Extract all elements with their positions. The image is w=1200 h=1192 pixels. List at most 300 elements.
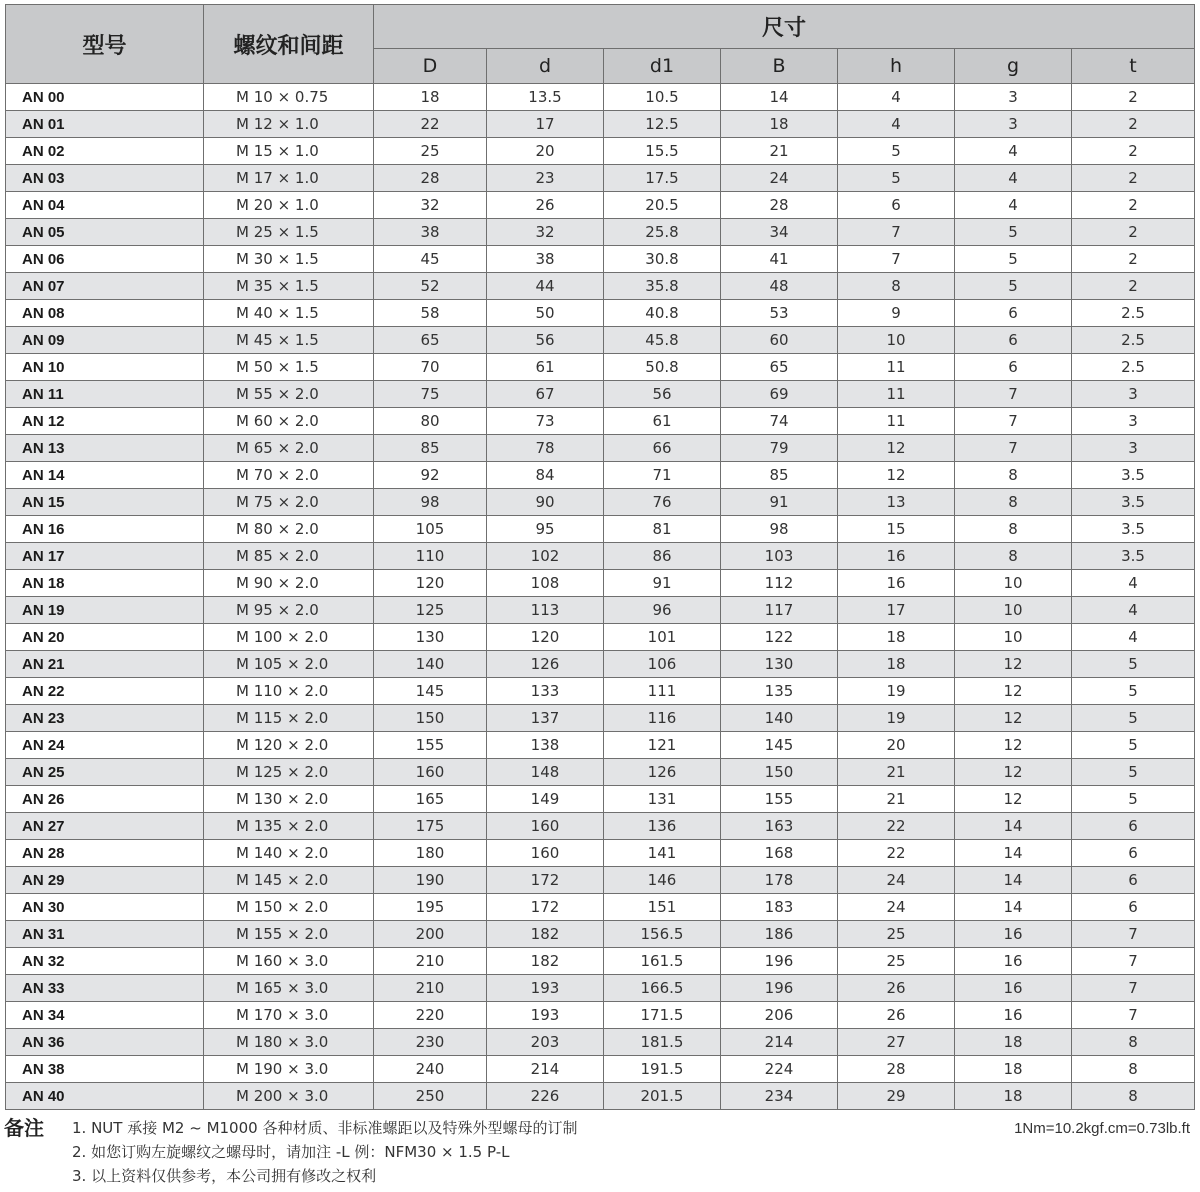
table-row — [6, 813, 1195, 840]
cell-d: 148 — [487, 759, 604, 786]
table-row — [6, 408, 1195, 435]
cell-thread: M 135 × 2.0 — [204, 813, 374, 840]
cell-d: 32 — [487, 219, 604, 246]
cell-thread: M 30 × 1.5 — [204, 246, 374, 273]
cell-B: 79 — [721, 435, 838, 462]
cell-g: 16 — [955, 975, 1072, 1002]
cell-t: 2 — [1072, 192, 1195, 219]
cell-t: 3.5 — [1072, 543, 1195, 570]
cell-g: 5 — [955, 219, 1072, 246]
cell-B: 155 — [721, 786, 838, 813]
cell-d1: 81 — [604, 516, 721, 543]
cell-d1: 86 — [604, 543, 721, 570]
cell-h: 27 — [838, 1029, 955, 1056]
cell-t: 4 — [1072, 597, 1195, 624]
header-col-g: g — [955, 48, 1072, 83]
cell-thread: M 60 × 2.0 — [204, 408, 374, 435]
cell-model: AN 27 — [6, 813, 204, 840]
cell-t: 4 — [1072, 624, 1195, 651]
cell-model: AN 16 — [6, 516, 204, 543]
note-item: 3. 以上资料仅供参考，本公司拥有修改之权利 — [72, 1167, 377, 1185]
table-row — [6, 786, 1195, 813]
cell-thread: M 160 × 3.0 — [204, 948, 374, 975]
table-row — [6, 462, 1195, 489]
cell-B: 85 — [721, 462, 838, 489]
note-item: 1. NUT 承接 M2 ~ M1000 各种材质、非标准螺距以及特殊外型螺母的订制 — [72, 1119, 578, 1137]
cell-model: AN 29 — [6, 867, 204, 894]
cell-thread: M 165 × 3.0 — [204, 975, 374, 1002]
cell-thread: M 65 × 2.0 — [204, 435, 374, 462]
cell-d1: 10.5 — [604, 84, 721, 111]
cell-g: 8 — [955, 516, 1072, 543]
table-row — [6, 894, 1195, 921]
cell-thread: M 95 × 2.0 — [204, 597, 374, 624]
cell-B: 18 — [721, 111, 838, 138]
cell-D: 38 — [374, 219, 487, 246]
cell-d1: 111 — [604, 678, 721, 705]
notes-section — [0, 1112, 1200, 1192]
cell-B: 178 — [721, 867, 838, 894]
header-dimensions: 尺寸 — [374, 5, 1195, 49]
cell-h: 12 — [838, 462, 955, 489]
cell-h: 8 — [838, 273, 955, 300]
cell-g: 10 — [955, 597, 1072, 624]
table-row — [6, 1002, 1195, 1029]
cell-D: 180 — [374, 840, 487, 867]
cell-model: AN 04 — [6, 192, 204, 219]
table-row — [6, 840, 1195, 867]
cell-d1: 136 — [604, 813, 721, 840]
cell-d: 226 — [487, 1083, 604, 1110]
cell-B: 98 — [721, 516, 838, 543]
cell-d: 172 — [487, 894, 604, 921]
header-col-B: B — [721, 48, 838, 83]
cell-d1: 40.8 — [604, 300, 721, 327]
table-row — [6, 300, 1195, 327]
table-row — [6, 1056, 1195, 1083]
table-row — [6, 435, 1195, 462]
cell-d: 113 — [487, 597, 604, 624]
cell-D: 75 — [374, 381, 487, 408]
cell-B: 48 — [721, 273, 838, 300]
cell-t: 4 — [1072, 570, 1195, 597]
notes-title: 备注 — [4, 1116, 44, 1140]
cell-B: 135 — [721, 678, 838, 705]
table-row — [6, 732, 1195, 759]
cell-B: 140 — [721, 705, 838, 732]
cell-model: AN 36 — [6, 1029, 204, 1056]
cell-D: 190 — [374, 867, 487, 894]
table-row — [6, 948, 1195, 975]
cell-D: 200 — [374, 921, 487, 948]
cell-g: 7 — [955, 381, 1072, 408]
table-row — [6, 1083, 1195, 1110]
cell-g: 8 — [955, 543, 1072, 570]
cell-model: AN 20 — [6, 624, 204, 651]
cell-d: 13.5 — [487, 84, 604, 111]
cell-B: 145 — [721, 732, 838, 759]
cell-D: 28 — [374, 165, 487, 192]
cell-d1: 151 — [604, 894, 721, 921]
cell-thread: M 50 × 1.5 — [204, 354, 374, 381]
cell-thread: M 170 × 3.0 — [204, 1002, 374, 1029]
cell-d: 17 — [487, 111, 604, 138]
cell-thread: M 25 × 1.5 — [204, 219, 374, 246]
cell-t: 3.5 — [1072, 489, 1195, 516]
cell-t: 7 — [1072, 921, 1195, 948]
cell-d1: 131 — [604, 786, 721, 813]
cell-D: 92 — [374, 462, 487, 489]
cell-h: 7 — [838, 246, 955, 273]
cell-D: 52 — [374, 273, 487, 300]
cell-d1: 191.5 — [604, 1056, 721, 1083]
cell-model: AN 03 — [6, 165, 204, 192]
cell-D: 125 — [374, 597, 487, 624]
cell-g: 12 — [955, 759, 1072, 786]
header-col-d1: d1 — [604, 48, 721, 83]
cell-B: 28 — [721, 192, 838, 219]
cell-t: 5 — [1072, 678, 1195, 705]
cell-D: 105 — [374, 516, 487, 543]
cell-model: AN 24 — [6, 732, 204, 759]
cell-h: 5 — [838, 138, 955, 165]
cell-d: 138 — [487, 732, 604, 759]
cell-D: 210 — [374, 948, 487, 975]
cell-D: 175 — [374, 813, 487, 840]
cell-t: 5 — [1072, 732, 1195, 759]
cell-h: 19 — [838, 678, 955, 705]
cell-thread: M 85 × 2.0 — [204, 543, 374, 570]
cell-g: 14 — [955, 867, 1072, 894]
cell-t: 7 — [1072, 975, 1195, 1002]
cell-B: 14 — [721, 84, 838, 111]
cell-t: 8 — [1072, 1083, 1195, 1110]
header-model: 型号 — [6, 5, 204, 84]
cell-g: 5 — [955, 273, 1072, 300]
cell-h: 22 — [838, 813, 955, 840]
cell-g: 16 — [955, 948, 1072, 975]
cell-d1: 141 — [604, 840, 721, 867]
cell-h: 24 — [838, 894, 955, 921]
cell-h: 18 — [838, 624, 955, 651]
cell-t: 2 — [1072, 273, 1195, 300]
cell-B: 65 — [721, 354, 838, 381]
cell-t: 6 — [1072, 813, 1195, 840]
table-row — [6, 516, 1195, 543]
cell-t: 2 — [1072, 165, 1195, 192]
cell-d: 126 — [487, 651, 604, 678]
cell-t: 8 — [1072, 1056, 1195, 1083]
cell-t: 5 — [1072, 759, 1195, 786]
cell-B: 196 — [721, 975, 838, 1002]
cell-model: AN 19 — [6, 597, 204, 624]
table-row — [6, 327, 1195, 354]
cell-thread: M 75 × 2.0 — [204, 489, 374, 516]
cell-d: 133 — [487, 678, 604, 705]
cell-d1: 17.5 — [604, 165, 721, 192]
cell-thread: M 100 × 2.0 — [204, 624, 374, 651]
cell-d: 193 — [487, 975, 604, 1002]
cell-h: 18 — [838, 651, 955, 678]
nut-dimension-table — [5, 4, 1195, 1110]
cell-D: 240 — [374, 1056, 487, 1083]
cell-h: 11 — [838, 408, 955, 435]
cell-g: 14 — [955, 894, 1072, 921]
cell-t: 2.5 — [1072, 327, 1195, 354]
cell-h: 25 — [838, 948, 955, 975]
table-row — [6, 597, 1195, 624]
cell-B: 206 — [721, 1002, 838, 1029]
cell-g: 4 — [955, 138, 1072, 165]
cell-h: 9 — [838, 300, 955, 327]
cell-g: 6 — [955, 327, 1072, 354]
cell-D: 110 — [374, 543, 487, 570]
cell-g: 6 — [955, 300, 1072, 327]
cell-d1: 101 — [604, 624, 721, 651]
cell-d1: 121 — [604, 732, 721, 759]
cell-thread: M 15 × 1.0 — [204, 138, 374, 165]
cell-D: 45 — [374, 246, 487, 273]
cell-d: 182 — [487, 921, 604, 948]
cell-g: 18 — [955, 1056, 1072, 1083]
cell-g: 10 — [955, 570, 1072, 597]
cell-D: 195 — [374, 894, 487, 921]
cell-B: 69 — [721, 381, 838, 408]
cell-h: 16 — [838, 570, 955, 597]
notes-list — [72, 1116, 577, 1188]
cell-model: AN 38 — [6, 1056, 204, 1083]
cell-t: 2.5 — [1072, 300, 1195, 327]
table-row — [6, 678, 1195, 705]
cell-d: 73 — [487, 408, 604, 435]
cell-h: 4 — [838, 111, 955, 138]
cell-d1: 106 — [604, 651, 721, 678]
cell-d: 160 — [487, 813, 604, 840]
cell-B: 186 — [721, 921, 838, 948]
cell-model: AN 11 — [6, 381, 204, 408]
cell-t: 8 — [1072, 1029, 1195, 1056]
cell-d: 214 — [487, 1056, 604, 1083]
cell-B: 196 — [721, 948, 838, 975]
cell-d1: 56 — [604, 381, 721, 408]
cell-D: 160 — [374, 759, 487, 786]
cell-g: 6 — [955, 354, 1072, 381]
cell-h: 5 — [838, 165, 955, 192]
cell-model: AN 07 — [6, 273, 204, 300]
cell-t: 2 — [1072, 138, 1195, 165]
cell-thread: M 140 × 2.0 — [204, 840, 374, 867]
cell-model: AN 00 — [6, 84, 204, 111]
cell-D: 65 — [374, 327, 487, 354]
cell-thread: M 12 × 1.0 — [204, 111, 374, 138]
cell-d1: 146 — [604, 867, 721, 894]
cell-d1: 25.8 — [604, 219, 721, 246]
table-row — [6, 867, 1195, 894]
cell-d: 23 — [487, 165, 604, 192]
table-row — [6, 273, 1195, 300]
cell-g: 16 — [955, 1002, 1072, 1029]
cell-h: 13 — [838, 489, 955, 516]
cell-thread: M 10 × 0.75 — [204, 84, 374, 111]
cell-D: 18 — [374, 84, 487, 111]
table-row — [6, 381, 1195, 408]
cell-B: 103 — [721, 543, 838, 570]
cell-B: 214 — [721, 1029, 838, 1056]
header-col-t: t — [1072, 48, 1195, 83]
cell-h: 20 — [838, 732, 955, 759]
table-row — [6, 543, 1195, 570]
header-col-h: h — [838, 48, 955, 83]
cell-model: AN 18 — [6, 570, 204, 597]
table-header — [6, 5, 1195, 84]
cell-D: 145 — [374, 678, 487, 705]
header-col-d: d — [487, 48, 604, 83]
cell-B: 224 — [721, 1056, 838, 1083]
cell-d: 108 — [487, 570, 604, 597]
cell-thread: M 190 × 3.0 — [204, 1056, 374, 1083]
cell-g: 3 — [955, 111, 1072, 138]
cell-thread: M 35 × 1.5 — [204, 273, 374, 300]
cell-D: 150 — [374, 705, 487, 732]
cell-D: 220 — [374, 1002, 487, 1029]
cell-d1: 171.5 — [604, 1002, 721, 1029]
cell-h: 21 — [838, 759, 955, 786]
cell-t: 5 — [1072, 786, 1195, 813]
table-row — [6, 759, 1195, 786]
cell-h: 25 — [838, 921, 955, 948]
table-row — [6, 489, 1195, 516]
cell-d1: 91 — [604, 570, 721, 597]
cell-thread: M 110 × 2.0 — [204, 678, 374, 705]
cell-g: 5 — [955, 246, 1072, 273]
cell-thread: M 70 × 2.0 — [204, 462, 374, 489]
cell-d: 160 — [487, 840, 604, 867]
table-row — [6, 165, 1195, 192]
cell-d: 182 — [487, 948, 604, 975]
cell-thread: M 90 × 2.0 — [204, 570, 374, 597]
cell-model: AN 23 — [6, 705, 204, 732]
cell-thread: M 20 × 1.0 — [204, 192, 374, 219]
cell-h: 16 — [838, 543, 955, 570]
cell-d1: 161.5 — [604, 948, 721, 975]
table-row — [6, 651, 1195, 678]
cell-B: 53 — [721, 300, 838, 327]
cell-D: 230 — [374, 1029, 487, 1056]
cell-d: 50 — [487, 300, 604, 327]
cell-d1: 61 — [604, 408, 721, 435]
table-row — [6, 624, 1195, 651]
cell-thread: M 17 × 1.0 — [204, 165, 374, 192]
cell-D: 155 — [374, 732, 487, 759]
cell-model: AN 26 — [6, 786, 204, 813]
cell-g: 12 — [955, 705, 1072, 732]
cell-D: 210 — [374, 975, 487, 1002]
cell-D: 80 — [374, 408, 487, 435]
cell-model: AN 32 — [6, 948, 204, 975]
cell-t: 7 — [1072, 948, 1195, 975]
cell-d1: 30.8 — [604, 246, 721, 273]
cell-h: 19 — [838, 705, 955, 732]
cell-t: 2 — [1072, 84, 1195, 111]
table-row — [6, 570, 1195, 597]
cell-model: AN 09 — [6, 327, 204, 354]
cell-B: 163 — [721, 813, 838, 840]
cell-h: 11 — [838, 354, 955, 381]
cell-d: 95 — [487, 516, 604, 543]
cell-d1: 45.8 — [604, 327, 721, 354]
cell-B: 112 — [721, 570, 838, 597]
cell-D: 140 — [374, 651, 487, 678]
cell-thread: M 150 × 2.0 — [204, 894, 374, 921]
cell-g: 8 — [955, 489, 1072, 516]
cell-g: 4 — [955, 165, 1072, 192]
cell-B: 117 — [721, 597, 838, 624]
cell-thread: M 200 × 3.0 — [204, 1083, 374, 1110]
cell-d1: 71 — [604, 462, 721, 489]
cell-B: 234 — [721, 1083, 838, 1110]
table-row — [6, 1029, 1195, 1056]
cell-d1: 15.5 — [604, 138, 721, 165]
cell-t: 3.5 — [1072, 462, 1195, 489]
cell-d: 56 — [487, 327, 604, 354]
cell-g: 18 — [955, 1029, 1072, 1056]
cell-thread: M 105 × 2.0 — [204, 651, 374, 678]
cell-t: 2 — [1072, 219, 1195, 246]
cell-d: 84 — [487, 462, 604, 489]
note-item: 2. 如您订购左旋螺纹之螺母时，请加注 -L 例：NFM30 × 1.5 P-L — [72, 1143, 510, 1161]
cell-model: AN 08 — [6, 300, 204, 327]
cell-model: AN 25 — [6, 759, 204, 786]
cell-h: 26 — [838, 975, 955, 1002]
table-row — [6, 192, 1195, 219]
table-row — [6, 246, 1195, 273]
header-col-D: D — [374, 48, 487, 83]
cell-thread: M 80 × 2.0 — [204, 516, 374, 543]
cell-t: 3.5 — [1072, 516, 1195, 543]
table-row — [6, 921, 1195, 948]
cell-thread: M 120 × 2.0 — [204, 732, 374, 759]
cell-thread: M 125 × 2.0 — [204, 759, 374, 786]
cell-g: 3 — [955, 84, 1072, 111]
cell-t: 7 — [1072, 1002, 1195, 1029]
cell-d: 90 — [487, 489, 604, 516]
cell-model: AN 01 — [6, 111, 204, 138]
cell-g: 12 — [955, 678, 1072, 705]
cell-d: 67 — [487, 381, 604, 408]
cell-thread: M 40 × 1.5 — [204, 300, 374, 327]
cell-model: AN 17 — [6, 543, 204, 570]
cell-d1: 156.5 — [604, 921, 721, 948]
cell-t: 2.5 — [1072, 354, 1195, 381]
cell-model: AN 31 — [6, 921, 204, 948]
cell-d: 193 — [487, 1002, 604, 1029]
cell-B: 150 — [721, 759, 838, 786]
header-thread: 螺纹和间距 — [204, 5, 374, 84]
cell-model: AN 15 — [6, 489, 204, 516]
cell-d1: 12.5 — [604, 111, 721, 138]
cell-t: 3 — [1072, 435, 1195, 462]
cell-g: 10 — [955, 624, 1072, 651]
cell-model: AN 33 — [6, 975, 204, 1002]
cell-B: 122 — [721, 624, 838, 651]
cell-d1: 20.5 — [604, 192, 721, 219]
cell-t: 6 — [1072, 867, 1195, 894]
cell-thread: M 130 × 2.0 — [204, 786, 374, 813]
cell-g: 12 — [955, 786, 1072, 813]
cell-D: 130 — [374, 624, 487, 651]
cell-B: 130 — [721, 651, 838, 678]
cell-h: 7 — [838, 219, 955, 246]
